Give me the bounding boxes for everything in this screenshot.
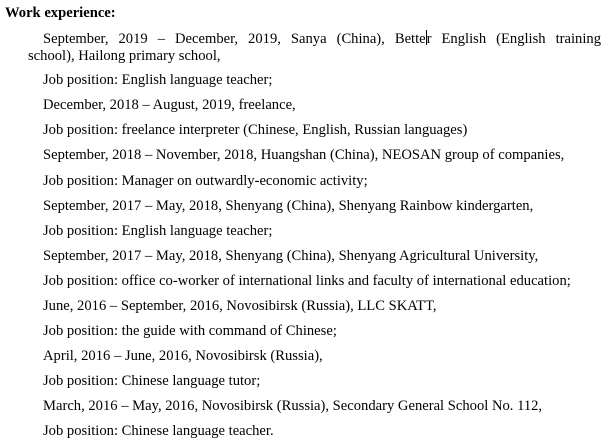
work-entry-period: June, 2016 – September, 2016, Novosibirsk (Russia), LLC SKATT,	[43, 298, 437, 314]
job-position-line: Job position: English language teacher;	[43, 72, 273, 88]
job-position-line: Job position: Chinese language tutor;	[43, 373, 261, 389]
section-heading: Work experience:	[5, 5, 116, 21]
work-entry-period: September, 2017 – May, 2018, Shenyang (China), Shenyang Agricultural University,	[43, 248, 539, 264]
job-position-line: Job position: freelance interpreter (Chinese, English, Russian languages)	[43, 122, 468, 138]
job-position-line: Job position: the guide with command of Chinese;	[43, 323, 337, 339]
work-entry-period: April, 2016 – June, 2016, Novosibirsk (Russia),	[43, 348, 323, 364]
work-entry-period: September, 2017 – May, 2018, Shenyang (China), Shenyang Rainbow kindergarten,	[43, 198, 534, 214]
job-position-line: Job position: office co-worker of international links and faculty of international education;	[43, 273, 571, 289]
work-entry-period	[28, 30, 601, 65]
work-entry-period: September, 2018 – November, 2018, Huangshan (China), NEOSAN group of companies,	[43, 147, 565, 163]
job-position-line: Job position: English language teacher;	[43, 223, 273, 239]
work-entry-period: December, 2018 – August, 2019, freelance,	[43, 97, 296, 113]
job-position-line: Job position: Manager on outwardly-economic activity;	[43, 173, 368, 189]
job-position-line: Job position: Chinese language teacher.	[43, 423, 274, 439]
entry-line-continued: school), Hailong primary school,	[28, 48, 221, 64]
work-entry-period: March, 2016 – May, 2016, Novosibirsk (Russia), Secondary General School No. 112,	[43, 398, 543, 414]
entry-line: September, 2019 – December, 2019, Sanya (China), Better English (English training	[43, 31, 601, 47]
